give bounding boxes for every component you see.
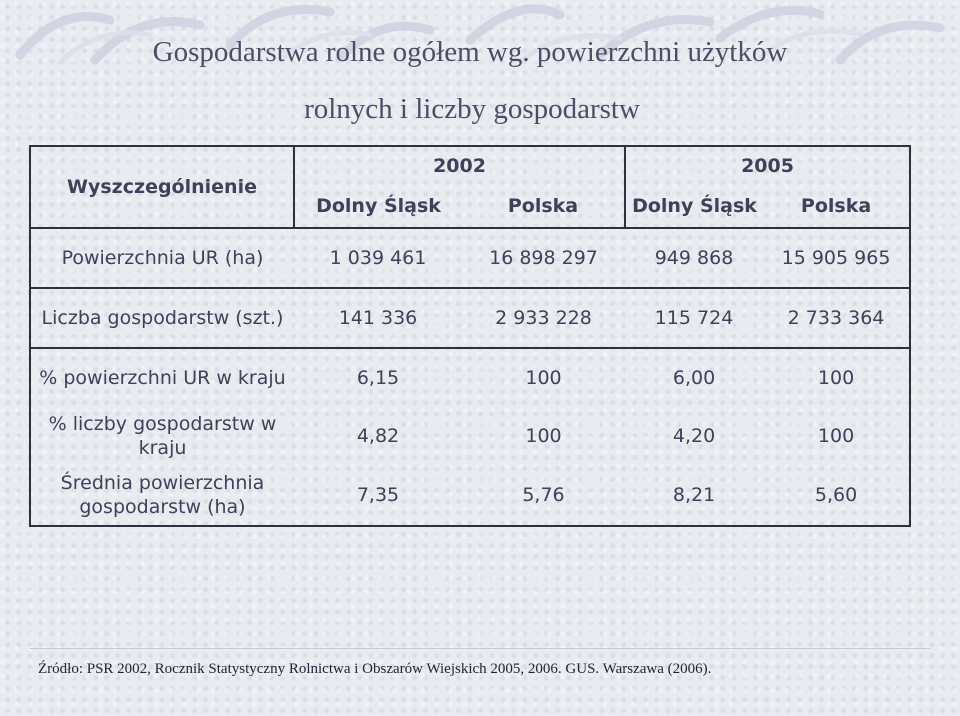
cell-value: 7,35 [294, 465, 462, 526]
cell-value: 1 039 461 [294, 228, 462, 288]
table-row [30, 348, 910, 407]
row-label: Liczba gospodarstw (szt.) [30, 288, 294, 348]
corner-header: Wyszczególnienie [30, 146, 294, 228]
row-label: Średnia powierzchnia gospodarstw (ha) [30, 465, 294, 526]
cell-value: 5,60 [763, 465, 910, 526]
page-subtitle: rolnych i liczby gospodarstw [304, 93, 640, 125]
cell-value: 100 [525, 425, 562, 447]
cell-value: 141 336 [294, 288, 462, 348]
cell-value: 115 724 [625, 288, 763, 348]
region-header: Dolny Śląsk [625, 185, 763, 228]
year-header-2005: 2005 [625, 146, 910, 185]
row-label: Powierzchnia UR (ha) [30, 228, 294, 288]
cell-value: 2 933 228 [462, 288, 625, 348]
page-title: Gospodarstwa rolne ogółem wg. powierzchni użytków [152, 36, 788, 68]
cell-value: 4,82 [356, 425, 400, 447]
cell-value: 6,15 [356, 367, 400, 389]
cell-value: 4,20 [672, 425, 716, 447]
region-header: Dolny Śląsk [294, 185, 462, 228]
statistics-table [29, 145, 911, 527]
region-header: Polska [462, 185, 625, 228]
cell-value: 15 905 965 [763, 228, 910, 288]
source-note: Źródło: PSR 2002, Rocznik Statystyczny Rolnictwa i Obszarów Wiejskich 2005, 2006. GUS. Warszawa (2006). [38, 661, 712, 677]
cell-value: 100 [763, 407, 910, 465]
region-header: Polska [763, 185, 910, 228]
cell-value: 100 [525, 367, 562, 389]
cell-value: 949 868 [625, 228, 763, 288]
cell-value: 2 733 364 [763, 288, 910, 348]
cell-value: 100 [763, 348, 910, 407]
table-row [30, 407, 910, 465]
table-row [30, 228, 910, 288]
cell-value: 8,21 [625, 465, 763, 526]
year-header-2002: 2002 [294, 146, 625, 185]
row-label: % liczby gospodarstw w kraju [30, 407, 294, 465]
cell-value: 6,00 [672, 367, 716, 389]
cell-value: 16 898 297 [462, 228, 625, 288]
header-row-years [30, 146, 910, 185]
table-row [30, 288, 910, 348]
row-label: % powierzchni UR w kraju [30, 348, 294, 407]
divider [30, 648, 930, 649]
table-row [30, 465, 910, 526]
cell-value: 5,76 [462, 465, 625, 526]
